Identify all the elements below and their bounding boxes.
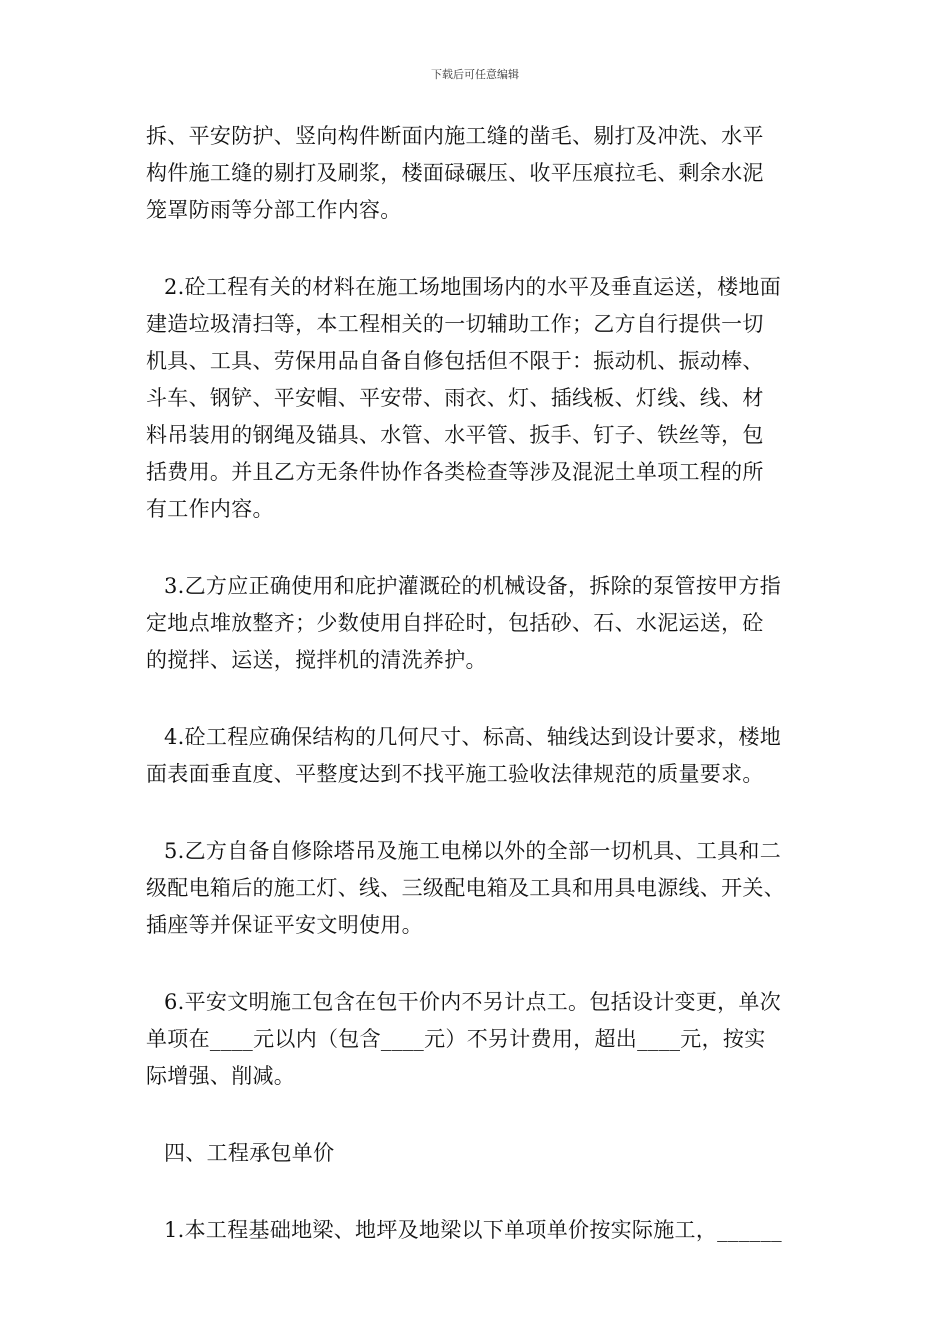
text-line: 定地点堆放整齐；少数使用自拌砼时，包括砂、石、水泥运送，砼 [146,611,764,635]
text-line: 5.乙方自备自修除塔吊及施工电梯以外的全部一切机具、工具和二 [164,839,782,863]
text-line: 括费用。并且乙方无条件协作各类检查等涉及混泥土单项工程的所 [146,460,764,484]
paragraph-item-3 [146,568,816,679]
text-line: 2.砼工程有关的材料在施工场地围场内的水平及垂直运送，楼地面 [164,275,782,299]
text-line: 3.乙方应正确使用和庇护灌溉砼的机械设备，拆除的泵管按甲方指 [164,574,782,598]
text-line: 级配电箱后的施工灯、线、三级配电箱及工具和用具电源线、开关、 [146,876,785,900]
paragraph-section4-item-1 [146,1212,816,1249]
text-line: 1.本工程基础地梁、地坪及地梁以下单项单价按实际施工，______ [164,1218,782,1242]
text-line: 料吊装用的钢绳及锚具、水管、水平管、扳手、钉子、铁丝等，包 [146,423,764,447]
text-line: 单项在____元以内（包含____元）不另计费用，超出____元，按实 [146,1027,766,1051]
text-line: 构件施工缝的剔打及刷浆，楼面碌碾压、收平压痕拉毛、剩余水泥 [146,161,764,185]
text-line: 笼罩防雨等分部工作内容。 [146,198,402,222]
page-header: 下载后可任意编辑 [431,68,519,81]
text-line: 际增强、削减。 [146,1064,296,1088]
paragraph-item-2 [146,269,816,528]
document-body [146,118,816,1289]
paragraph-item-6 [146,984,816,1095]
paragraph-item-4 [146,719,816,793]
text-line: 6.平安文明施工包含在包干价内不另计点工。包括设计变更，单次 [164,990,782,1014]
section-heading [146,1135,816,1172]
text-line: 的搅拌、运送，搅拌机的清洗养护。 [146,648,487,672]
section-title: 四、工程承包单价 [164,1141,335,1165]
paragraph-item-5 [146,833,816,944]
text-line: 有工作内容。 [146,497,274,521]
text-line: 4.砼工程应确保结构的几何尺寸、标高、轴线达到设计要求，楼地 [164,725,782,749]
text-line: 斗车、钢铲、平安帽、平安带、雨衣、灯、插线板、灯线、线、材 [146,386,764,410]
text-line: 面表面垂直度、平整度达到不找平施工验收法律规范的质量要求。 [146,762,764,786]
text-line: 建造垃圾清扫等，本工程相关的一切辅助工作；乙方自行提供一切 [146,312,764,336]
text-line: 拆、平安防护、竖向构件断面内施工缝的凿毛、剔打及冲洗、水平 [146,124,764,148]
text-line: 插座等并保证平安文明使用。 [146,913,423,937]
text-line: 机具、工具、劳保用品自备自修包括但不限于：振动机、振动棒、 [146,349,764,373]
paragraph-continuation [146,118,816,229]
